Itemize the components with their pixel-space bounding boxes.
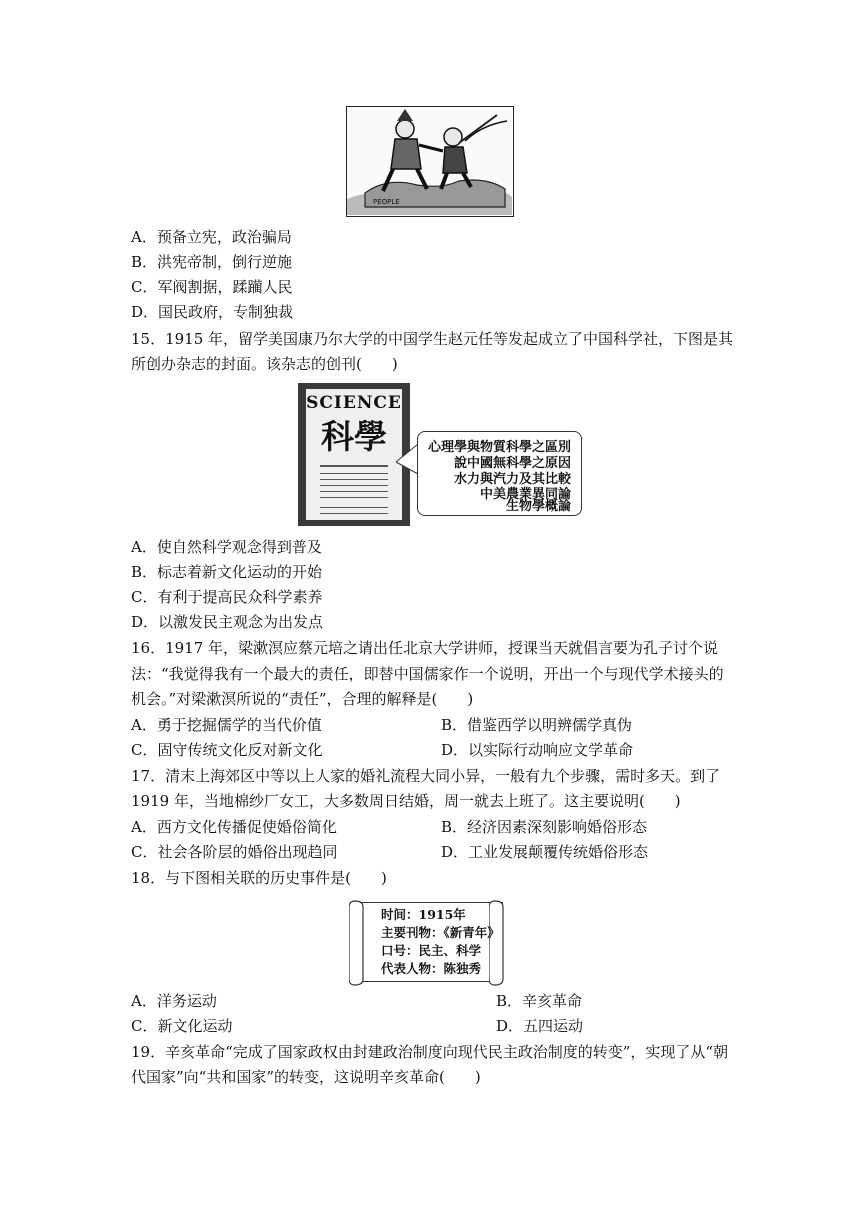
q17-option-a[interactable]: A．西方文化传播促使婚俗简化	[131, 818, 337, 836]
q15-option-b[interactable]: B．标志着新文化运动的开始	[131, 563, 323, 581]
q16-stem-line2: 法：“我觉得我有一个最大的责任，即替中国儒家作一个说明，开出一个与现代学术接头的	[131, 665, 724, 683]
q14-option-d[interactable]: D．国民政府，专制独裁	[131, 303, 294, 321]
q18-option-a[interactable]: A．洋务运动	[131, 992, 217, 1010]
cover-title: SCIENCE	[306, 393, 402, 413]
q14-option-a[interactable]: A．预备立宪，政治骗局	[131, 228, 292, 246]
callout-line: 水力與汽力及其比較	[453, 472, 571, 487]
scroll-rod-right	[489, 897, 509, 989]
q16-stem-line1: 16．1917 年，梁漱溟应蔡元培之请出任北京大学讲师，授课当天就倡言要为孔子讨个说	[131, 639, 719, 657]
q16-option-b[interactable]: B．借鉴西学以明辨儒学真伪	[441, 716, 633, 734]
science-magazine-cover	[298, 383, 410, 526]
callout-line: 中美農業異同論	[479, 487, 571, 502]
q15-option-c[interactable]: C．有利于提高民众科学素养	[131, 588, 323, 606]
q17-stem-line2: 1919 年，当地棉纱厂女工，大多数周日结婚，周一就去上班了。这主要说明( )	[131, 792, 681, 810]
q18-option-d[interactable]: D．五四运动	[496, 1017, 584, 1035]
q15-stem-line1: 15．1915 年，留学美国康乃尔大学的中国学生赵元任等发起成立了中国科学社，下图是其	[131, 330, 734, 348]
scroll-line-slogan: 口号：民主、科学	[381, 943, 482, 958]
q18-option-b[interactable]: B．辛亥革命	[496, 992, 583, 1010]
q16-option-d[interactable]: D．以实际行动响应文学革命	[441, 741, 634, 759]
q15-option-a[interactable]: A．使自然科学观念得到普及	[131, 538, 322, 556]
q19-stem-line1: 19．辛亥革命“完成了国家政权由封建政治制度向现代民主政治制度的转变”，实现了从“朝	[131, 1043, 729, 1061]
callout-line: 說中國無科學之原因	[453, 456, 571, 471]
scroll-rod-left	[349, 897, 369, 989]
q17-option-d[interactable]: D．工业发展颠覆传统婚俗形态	[441, 843, 649, 861]
scroll-line-journal: 主要刊物：《新青年》	[381, 925, 500, 940]
cover-contents-callout	[417, 431, 582, 516]
q15-option-d[interactable]: D．以激发民主观念为出发点	[131, 613, 324, 631]
q17-stem-line1: 17．清末上海郊区中等以上人家的婚礼流程大同小异，一般有九个步骤，需时多天。到了	[131, 767, 721, 785]
cartoon-people-label: PEOPLE	[373, 198, 400, 206]
q15-stem-line2: 所创办杂志的封面。该杂志的创刊( )	[131, 355, 398, 373]
q17-option-c[interactable]: C．社会各阶层的婚俗出现趋同	[131, 843, 338, 861]
q18-option-c[interactable]: C．新文化运动	[131, 1017, 233, 1035]
scroll-line-figure: 代表人物：陈独秀	[381, 961, 482, 976]
cover-chinese-title: 科學	[321, 417, 387, 456]
q19-stem-line2: 代国家”向“共和国家”的转变，这说明辛亥革命( )	[131, 1068, 481, 1086]
q14-option-b[interactable]: B．洪宪帝制，倒行逆施	[131, 253, 293, 271]
q16-option-a[interactable]: A．勇于挖掘儒学的当代价值	[131, 716, 322, 734]
q14-option-c[interactable]: C．军阀割据，蹂躏人民	[131, 278, 293, 296]
q16-stem-line3: 机会。”对梁漱溟所说的“责任”，合理的解释是( )	[131, 690, 474, 708]
callout-line: 生物學概論	[505, 499, 571, 514]
scroll-line-time: 时间：1915年	[381, 907, 466, 922]
political-cartoon	[346, 106, 514, 217]
q17-option-b[interactable]: B．经济因素深刻影响婚俗形态	[441, 818, 648, 836]
new-culture-scroll	[356, 902, 503, 982]
q18-stem: 18．与下图相关联的历史事件是( )	[131, 869, 387, 887]
q16-option-c[interactable]: C．固守传统文化反对新文化	[131, 741, 323, 759]
callout-line: 心理學與物質科學之區別	[427, 440, 571, 455]
